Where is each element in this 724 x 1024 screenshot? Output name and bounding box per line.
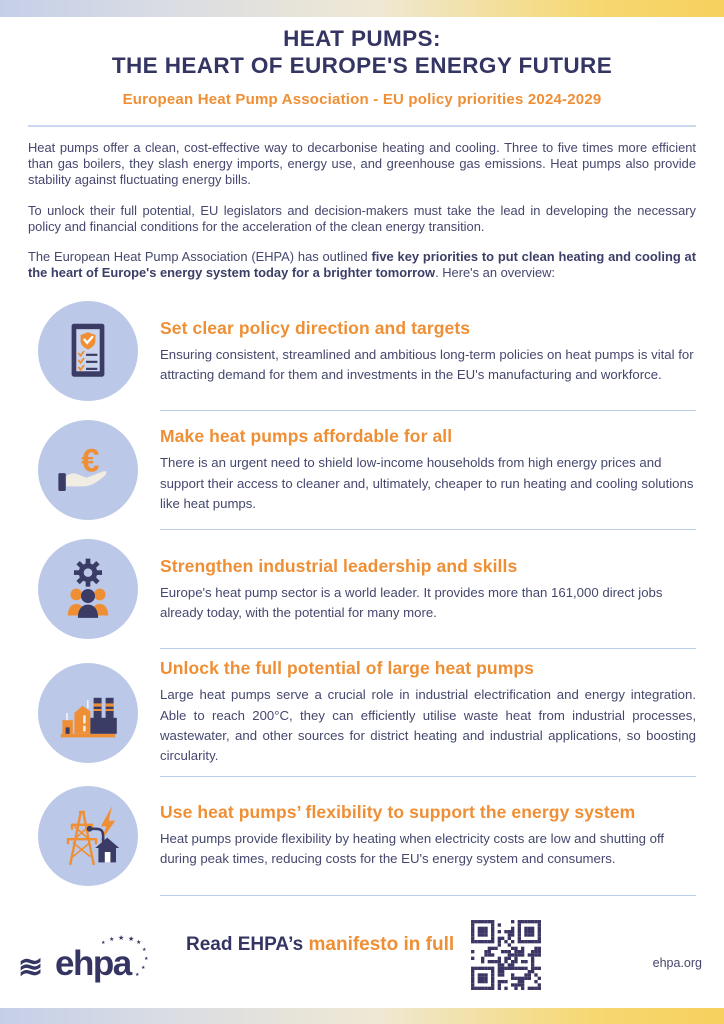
section-divider	[160, 648, 696, 649]
ehpa-logo	[18, 938, 158, 1002]
priority-3-content	[160, 556, 696, 624]
intro-p3-prefix: The European Heat Pump Association (EHPA) has outlined	[28, 249, 372, 265]
intro-p3-bold: five key priorities to put clean heating and cooling at the heart of Europe's energy system today for a brighter tomorrow	[28, 249, 696, 281]
euro-hand-icon	[49, 431, 127, 509]
priority-item-policy	[38, 301, 696, 401]
priority-2-icon-circle	[38, 420, 138, 520]
priority-4-body: Large heat pumps serve a crucial role in industrial electrification and energy integration. Able to reach 200°C, they can efficiently utilise waste heat from industrial processes, wastewater, and other sources for district heating and industrial applications, so boosting circularity.	[160, 687, 696, 764]
priority-5-body: Heat pumps provide flexibility by heating when electricity costs are low and shutting off during peak times, reducing costs for the EU's energy system and consumers.	[160, 830, 665, 867]
logo-star-icon	[144, 956, 148, 962]
intro-paragraph-2: To unlock their full potential, EU legislators and decision-makers must take the lead in developing the necessary policy and financial conditions for the acceleration of the clean energy transition.	[28, 202, 696, 234]
priority-5-content	[160, 802, 696, 870]
logo-star-icon	[101, 940, 105, 946]
priority-4-content	[160, 658, 696, 766]
section-divider	[160, 776, 696, 777]
priority-item-affordability	[38, 420, 696, 520]
priority-2-content	[160, 426, 696, 514]
logo-star-icon	[141, 965, 145, 971]
section-divider	[160, 529, 696, 530]
intro-p3-suffix: . Here's an overview:	[435, 265, 556, 281]
policy-checklist-icon	[49, 312, 127, 390]
priority-1-title: Set clear policy direction and targets	[160, 317, 471, 338]
logo-star-icon	[142, 947, 146, 953]
footer	[0, 912, 724, 1008]
section-divider	[160, 895, 696, 896]
logo-star-icon	[136, 939, 141, 946]
factory-icon	[48, 673, 128, 753]
priority-4-icon-circle	[38, 663, 138, 763]
section-divider	[160, 410, 696, 411]
gear-people-icon	[49, 550, 127, 628]
intro-paragraph-1: Heat pumps offer a clean, cost-effective way to decarbonise heating and cooling. Three to five times more efficient than gas boilers, they slash energy imports, energy use, and greenhouse gas emissions. Heat pumps also provide stability against fluctuating energy bills.	[28, 140, 696, 188]
page-title	[0, 25, 724, 79]
logo-waves-icon	[18, 950, 41, 985]
priority-3-icon-circle	[38, 539, 138, 639]
priorities-list	[38, 301, 696, 895]
priority-item-industry	[38, 539, 696, 639]
intro-paragraph-3	[28, 249, 696, 281]
page-title-line1: HEAT PUMPS:	[283, 26, 441, 51]
priority-1-icon-circle	[38, 301, 138, 401]
priority-item-flexibility	[38, 786, 696, 886]
logo-wordmark: ehpa	[55, 944, 131, 983]
priority-1-content	[160, 318, 696, 386]
priority-5-icon-circle	[38, 786, 138, 886]
cta-highlight: manifesto in full	[308, 934, 455, 955]
page-subtitle: European Heat Pump Association - EU policy priorities 2024-2029	[122, 91, 602, 108]
read-manifesto-cta	[186, 934, 454, 956]
svg-text:€: €	[81, 441, 100, 479]
website-url: ehpa.org	[652, 956, 702, 970]
logo-star-icon	[128, 935, 134, 943]
pylon-energy-icon	[48, 796, 128, 876]
priority-3-body: Europe's heat pump sector is a world leader. It provides more than 161,000 direct jobs already today, with the potential for many more.	[160, 584, 663, 620]
logo-star-icon	[135, 972, 139, 978]
page-title-line2: THE HEART OF EUROPE'S ENERGY FUTURE	[111, 53, 613, 78]
priority-2-title: Make heat pumps affordable for all	[160, 426, 453, 447]
header-divider	[28, 125, 696, 127]
logo-star-icon	[109, 936, 114, 943]
top-gradient-bar	[0, 0, 724, 17]
priority-2-body: There is an urgent need to shield low-income households from high energy prices and support their access to cleaner and, ultimately, cheaper to run heating and cooling solutions like heat pumps.	[160, 455, 694, 512]
priority-3-title: Strengthen industrial leadership and skills	[160, 555, 518, 576]
priority-item-large-heat-pumps	[38, 658, 696, 766]
cta-prefix: Read EHPA’s	[186, 934, 309, 955]
priority-5-title: Use heat pumps’ flexibility to support the energy system	[160, 801, 636, 822]
bottom-gradient-bar	[0, 1008, 724, 1024]
qr-code	[468, 917, 544, 993]
priority-1-body: Ensuring consistent, streamlined and ambitious long-term policies on heat pumps is vital for attracting demand for them and investments in the EU's manufacturing and workforce.	[160, 346, 694, 382]
priority-4-title: Unlock the full potential of large heat pumps	[160, 658, 534, 679]
intro-section	[28, 140, 696, 281]
logo-star-icon	[118, 934, 124, 942]
